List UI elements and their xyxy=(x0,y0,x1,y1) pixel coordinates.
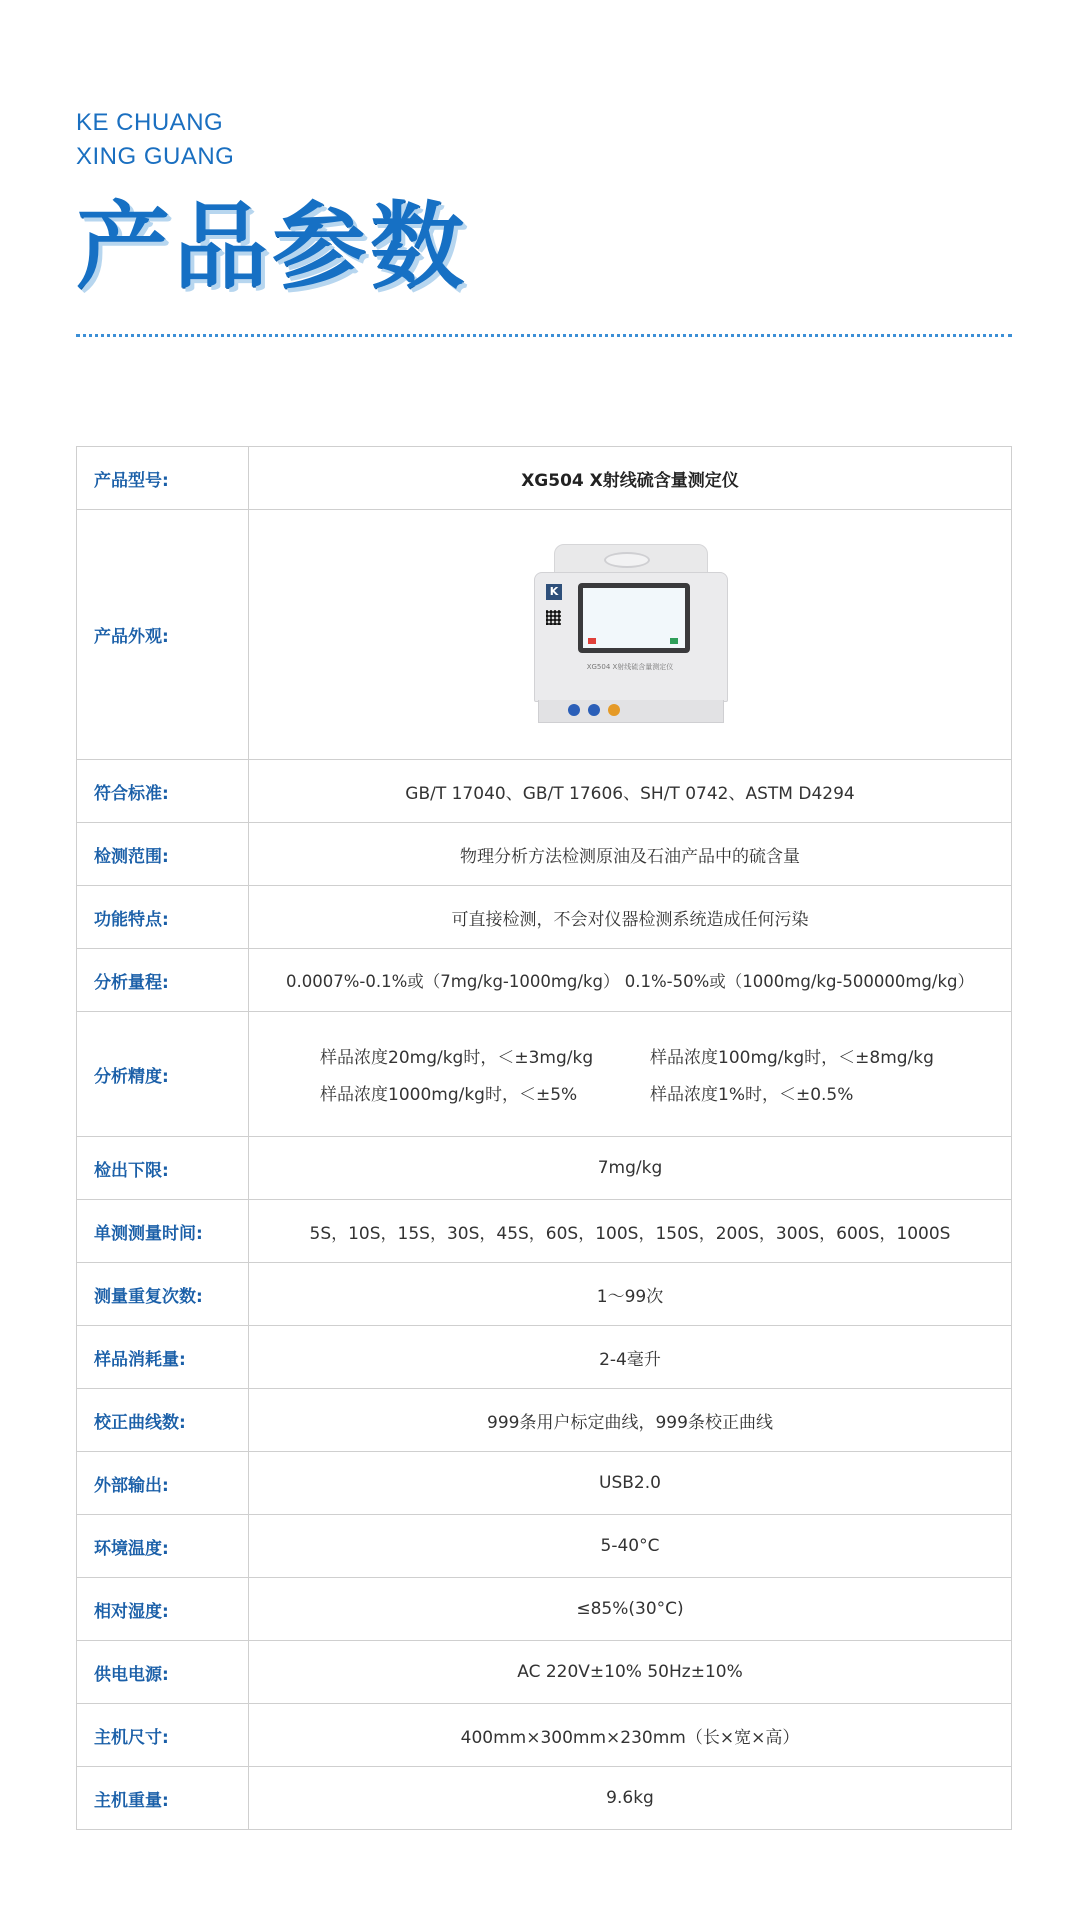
table-row xyxy=(77,760,1012,823)
device-lid xyxy=(604,552,650,568)
spec-value: 0.0007%-0.1%或（7mg/kg-1000mg/kg） 0.1%-50%或（1000mg/kg-500000mg/kg） xyxy=(249,949,1012,1012)
spec-value: 999条用户标定曲线，999条校正曲线 xyxy=(249,1389,1012,1452)
page-title: 产品参数 xyxy=(76,192,469,302)
spec-value: USB2.0 xyxy=(249,1452,1012,1515)
spec-value: 9.6kg xyxy=(249,1767,1012,1830)
device-port-icon xyxy=(608,704,620,716)
spec-label: 分析精度: xyxy=(77,1012,249,1137)
device-screen xyxy=(578,583,690,653)
table-row xyxy=(77,1012,1012,1137)
spec-value: 7mg/kg xyxy=(249,1137,1012,1200)
table-row xyxy=(77,1515,1012,1578)
spec-label: 相对湿度: xyxy=(77,1578,249,1641)
spec-value: AC 220V±10% 50Hz±10% xyxy=(249,1641,1012,1704)
table-row xyxy=(77,1452,1012,1515)
spec-label: 符合标准: xyxy=(77,760,249,823)
spec-value: XG504 X射线硫含量测定仪 xyxy=(249,447,1012,510)
precision-item: 样品浓度100mg/kg时，＜±8mg/kg xyxy=(650,1048,934,1068)
spec-label: 环境温度: xyxy=(77,1515,249,1578)
spec-value: 可直接检测，不会对仪器检测系统造成任何污染 xyxy=(249,886,1012,949)
screen-green-button xyxy=(670,638,678,644)
product-image xyxy=(534,540,726,730)
spec-value: GB/T 17040、GB/T 17606、SH/T 0742、ASTM D4294 xyxy=(249,760,1012,823)
table-row xyxy=(77,886,1012,949)
device-port-icon xyxy=(588,704,600,716)
spec-label: 校正曲线数: xyxy=(77,1389,249,1452)
table-row xyxy=(77,949,1012,1012)
spec-label: 外部输出: xyxy=(77,1452,249,1515)
table-row xyxy=(77,1326,1012,1389)
table-row xyxy=(77,1578,1012,1641)
table-row xyxy=(77,1704,1012,1767)
spec-value: 400mm×300mm×230mm（长×宽×高） xyxy=(249,1704,1012,1767)
device-screen-panel xyxy=(583,588,685,648)
table-row xyxy=(77,1389,1012,1452)
device-logo: K xyxy=(546,584,562,600)
table-row xyxy=(77,1263,1012,1326)
precision-item: 样品浓度20mg/kg时，＜±3mg/kg xyxy=(320,1048,594,1068)
precision-item: 样品浓度1%时，＜±0.5% xyxy=(650,1085,854,1105)
device-base xyxy=(538,700,724,723)
spec-table xyxy=(76,446,1012,1830)
spec-value: ≤85%(30°C) xyxy=(249,1578,1012,1641)
brand-line-1: KE CHUANG xyxy=(76,109,224,136)
table-row xyxy=(77,1137,1012,1200)
device-caption: XG504 X射线硫含量测定仪 xyxy=(586,662,674,671)
spec-value-image xyxy=(249,510,1012,760)
screen-red-button xyxy=(588,638,596,644)
spec-value xyxy=(249,1012,1012,1137)
spec-value: 1～99次 xyxy=(249,1263,1012,1326)
table-row xyxy=(77,510,1012,760)
precision-grid xyxy=(249,1043,1011,1105)
spec-label: 检出下限: xyxy=(77,1137,249,1200)
precision-item: 样品浓度1000mg/kg时，＜±5% xyxy=(320,1085,578,1105)
spec-value: 物理分析方法检测原油及石油产品中的硫含量 xyxy=(249,823,1012,886)
table-row xyxy=(77,1641,1012,1704)
spec-label: 供电电源: xyxy=(77,1641,249,1704)
table-row xyxy=(77,823,1012,886)
spec-label: 主机尺寸: xyxy=(77,1704,249,1767)
spec-label: 产品外观: xyxy=(77,510,249,760)
spec-value: 5S，10S，15S，30S，45S，60S，100S，150S，200S，300S，600S，1000S xyxy=(249,1200,1012,1263)
spec-label: 测量重复次数: xyxy=(77,1263,249,1326)
table-row xyxy=(77,1767,1012,1830)
table-row xyxy=(77,1200,1012,1263)
spec-label: 样品消耗量: xyxy=(77,1326,249,1389)
table-row xyxy=(77,447,1012,510)
spec-label: 分析量程: xyxy=(77,949,249,1012)
spec-value: 2-4毫升 xyxy=(249,1326,1012,1389)
brand-name xyxy=(76,106,234,174)
spec-label: 单测测量时间: xyxy=(77,1200,249,1263)
spec-label: 主机重量: xyxy=(77,1767,249,1830)
brand-line-2: XING GUANG xyxy=(76,143,235,170)
spec-label: 功能特点: xyxy=(77,886,249,949)
spec-label: 产品型号: xyxy=(77,447,249,510)
dotted-divider xyxy=(76,334,1012,337)
device-port-icon xyxy=(568,704,580,716)
spec-label: 检测范围: xyxy=(77,823,249,886)
qr-code-icon xyxy=(546,610,561,625)
spec-value: 5-40°C xyxy=(249,1515,1012,1578)
